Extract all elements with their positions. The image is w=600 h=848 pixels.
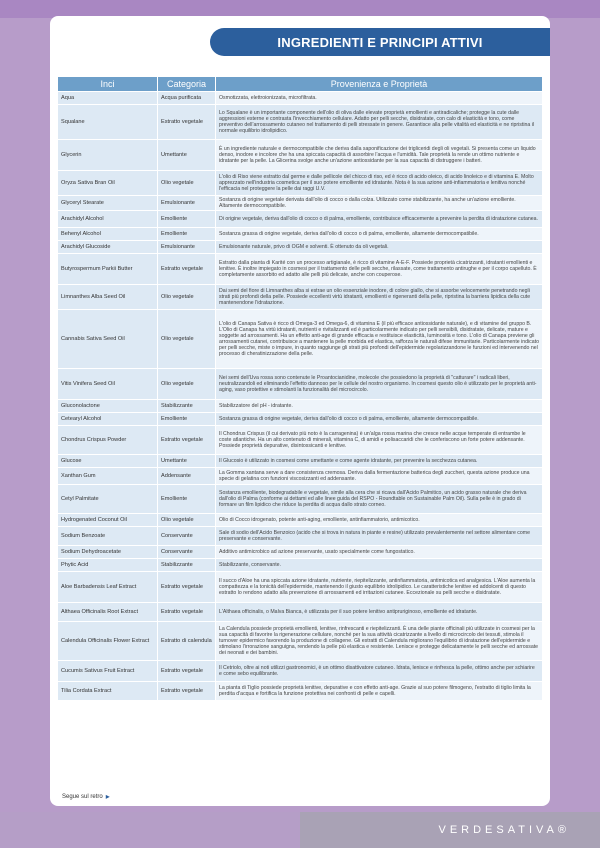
ingredient-name: Aqua [58, 92, 158, 104]
ingredient-description: Il Glucosio è utilizzato in cosmesi come umettante e come agente idratante, per prevenire la secchezza cutanea. [216, 455, 542, 467]
ingredient-name: Oryza Sativa Bran Oil [58, 171, 158, 195]
ingredient-category: Estratto vegetale [158, 426, 216, 454]
table-row [58, 254, 542, 284]
ingredient-category: Olio vegetale [158, 514, 216, 526]
ingredient-category: Emolliente [158, 211, 216, 227]
table-row [58, 92, 542, 104]
ingredient-category: Olio vegetale [158, 369, 216, 399]
ingredient-name: Behenyl Alcohol [58, 228, 158, 240]
ingredient-name: Arachidyl Alcohol [58, 211, 158, 227]
table-row [58, 171, 542, 195]
ingredient-description: Nei semi dell'Uva rossa sono contenute le Proantocianidine, molecole che possiedono la proprietà di "catturare" i radicali liberi, neutralizzandoli ed eliminando l'effetto dannoso per le cellule del nostro organismo. In cosmesi questo olio è utilizzato per le proprietà anti-aging, vaso protettive e stimolanti la funzionalità del microcircolo. [216, 369, 542, 399]
ingredient-description: Sostanza di origine vegetale derivata dall'olio di cocco o dalla colza. Utilizzato come stabilizzante, ha anche un'azione emolliente. Altamente dermocompatibile. [216, 196, 542, 210]
ingredient-name: Gluconolactone [58, 400, 158, 412]
table-row [58, 603, 542, 621]
ingredient-description: Il Chondrus Crispus (il cui derivato più noto è la carragenina) è un'alga rossa marina che cresce nelle acque temperate di entrambe le coste atlantiche. Ha un alto contenuto di minerali, vitamina C, di amidi e polisaccaridi che le conferiscono un forte potere addensante. Possiede proprietà depurative, disintossicanti e lenitive. [216, 426, 542, 454]
table-row [58, 140, 542, 170]
column-header-inci: Inci [58, 77, 158, 91]
table-row [58, 682, 542, 700]
ingredient-description: Stabilizzatore del pH - idratante. [216, 400, 542, 412]
ingredient-name: Xanthan Gum [58, 468, 158, 484]
table-row [58, 196, 542, 210]
ingredient-description: Sale di sodio dell'Acido Benzoico (acido che si trova in natura in piante e resine) utilizzato prevalentemente nel settore alimentare come preservante e conservante. [216, 527, 542, 545]
ingredient-name: Cetearyl Alcohol [58, 413, 158, 425]
page-title: INGREDIENTI E PRINCIPI ATTIVI [210, 28, 550, 56]
ingredient-category: Estratto vegetale [158, 254, 216, 284]
ingredient-category: Estratto vegetale [158, 105, 216, 139]
ingredient-category: Emulsionante [158, 241, 216, 253]
ingredient-name: Chondrus Crispus Powder [58, 426, 158, 454]
ingredient-description: L'olio di Riso viene estratto dal germe e dalle pellicole del chicco di riso, ed è ricco di acido oleico, di acido linoleico e di vitamina E. Molto apprezzato nell'industria cosmetica per il suo potere emolliente ed idratante. Nota è la sua azione anti-infiammatoria e lenitiva nonché l'efficacia nel proteggere la pelle dai raggi U.V. [216, 171, 542, 195]
ingredient-name: Sodium Benzoate [58, 527, 158, 545]
ingredient-description: Dai semi del fiore di Limnanthes alba si estrae un olio essenziale inodore, di colore giallo, che si assorbe velocemente penetrando negli strati più profondi della pelle. Possiede eccellenti virtù idratanti, emollienti e rigeneranti della pelle, ripristina la barriera lipidica della cute mantenendone l'idratazione. [216, 285, 542, 309]
table-row [58, 228, 542, 240]
ingredient-sheet [50, 16, 550, 806]
table-row [58, 546, 542, 558]
table-row [58, 400, 542, 412]
ingredient-category: Stabilizzante [158, 400, 216, 412]
ingredient-category: Estratto di calendula [158, 622, 216, 660]
ingredient-name: Arachidyl Glucoside [58, 241, 158, 253]
bottom-band [0, 812, 300, 848]
table-row [58, 241, 542, 253]
table-row [58, 468, 542, 484]
continue-label: Segue sul retro [62, 793, 103, 800]
column-header-categoria: Categoria [158, 77, 216, 91]
ingredient-description: Stabilizzante, conservante. [216, 559, 542, 571]
ingredient-description: L'Althaea officinalis, o Malva Bianca, è utilizzata per il suo potere lenitivo antipruriginoso, emolliente ed idratante. [216, 603, 542, 621]
ingredient-category: Emulsionante [158, 196, 216, 210]
ingredient-category: Umettante [158, 455, 216, 467]
table-body [58, 92, 542, 700]
ingredient-description: Estratto dalla pianta di Karité con un processo artigianale, è ricco di vitamine A-E-F. Possiede proprietà cicatrizzanti, idratanti emollienti e lenitive. È inoltre impiegato in cosmesi per il trattamento delle pelli secche, rilassate, come trattamento antirughe e per il corpo capelluto. È completamente assorbito ed adatto alle pelli più delicate, anche con couperose. [216, 254, 542, 284]
table-header-row [58, 77, 542, 91]
table-row [58, 661, 542, 681]
ingredient-description: Sostanza emolliente, biodegradabile e vegetale, simile alla cera che si ricava dall'Acido Palmitico, un acido grasso naturale che deriva dall'olio di Palma (conforme ai dettami ed alle linee guida del RSPO - Roundtable on Sustainable Palm Oil). Sulla pelle è in grado di formare un film lipidico che riduce la perdita di acqua dallo strato corneo. [216, 485, 542, 513]
column-header-proprieta: Provenienza e Proprietà [216, 77, 542, 91]
ingredient-name: Cannabis Sativa Seed Oil [58, 310, 158, 368]
ingredients-table [58, 76, 542, 701]
ingredient-description: Sostanza grassa di origine vegetale, deriva dall'olio di cocco o di palma, emolliente, altamente dermocompatibile. [216, 228, 542, 240]
ingredient-category: Umettante [158, 140, 216, 170]
arrow-right-icon: ▸ [105, 792, 110, 801]
ingredient-description: Il succo d'Aloe ha una spiccata azione idratante, nutriente, riepitelizzante, antinfiammatoria, antimicotica ed analgesica. L'Aloe aumenta la compattezza e la tonicità dell'epidermide, mantenendo il giusto equilibrio idrolipidico. Le caratteristiche lenitive ed addolcenti di questo estratto lo rendono adatto alla prevenzione di arrossamenti ed irritazioni cutanee. Eccezionale su pelli secche e disidratate. [216, 572, 542, 602]
ingredient-name: Squalane [58, 105, 158, 139]
ingredient-name: Limnanthes Alba Seed Oil [58, 285, 158, 309]
ingredient-category: Olio vegetale [158, 285, 216, 309]
ingredient-description: Emulsionante naturale, privo di OGM e solventi. È ottenuto da oli vegetali. [216, 241, 542, 253]
ingredient-name: Aloe Barbadensis Leaf Extract [58, 572, 158, 602]
ingredient-name: Butyrospermum Parkii Butter [58, 254, 158, 284]
ingredient-category: Emolliente [158, 228, 216, 240]
ingredient-category: Olio vegetale [158, 310, 216, 368]
ingredient-description: La Gomma xantana serve a dare consistenza cremosa. Deriva dalla fermentazione batterica degli zuccheri, questa azione produce una specie di gelatina con funzioni viscosizzanti ed addensante. [216, 468, 542, 484]
table-row [58, 559, 542, 571]
table-row [58, 211, 542, 227]
ingredient-description: Osmotizzata, elettroionizzata, microfiltrata. [216, 92, 542, 104]
ingredient-category: Emolliente [158, 413, 216, 425]
brand-logo: VERDESATIVA® [300, 812, 600, 848]
ingredient-name: Glyceryl Stearate [58, 196, 158, 210]
ingredient-description: Il Cetriolo, oltre ai noti utilizzi gastronomici, è un ottimo disattivatore cutaneo. Idrata, lenisce e rinfresca la pelle, ottimo anche per schiarire e come sebo equilibrante. [216, 661, 542, 681]
ingredient-description: Olio di Cocco idrogenato, potente anti-aging, emolliente, antinfiammatorio, antimicotico. [216, 514, 542, 526]
continue-note [62, 792, 110, 801]
table-row [58, 455, 542, 467]
table-row [58, 310, 542, 368]
ingredient-category: Olio vegetale [158, 171, 216, 195]
table-row [58, 285, 542, 309]
ingredient-description: Lo Squalane è un importante componente dell'olio di oliva dalle elevate proprietà emollienti e antiradicaliche; protegge la cute dalle aggressioni esterne e contrasta l'invecchiamento cellulare. Adatto per pelli secche, disidratate, con calo di elasticità e tono, come preventivo dell'arrossamento cutaneo nel trattamento di pelli stressate in genere. Garantisce alla pelle vitalità ed elasticità e ne ripristina il normale equilibrio idrolipidico. [216, 105, 542, 139]
ingredient-name: Phytic Acid [58, 559, 158, 571]
ingredient-description: Di origine vegetale, deriva dall'olio di cocco o di palma, emolliente, contribuisce efficacemente a prevenire la perdita di idratazione cutanea. [216, 211, 542, 227]
ingredient-category: Conservante [158, 527, 216, 545]
ingredient-category: Estratto vegetale [158, 661, 216, 681]
table-row [58, 622, 542, 660]
ingredient-category: Estratto vegetale [158, 572, 216, 602]
ingredient-name: Tilia Cordata Extract [58, 682, 158, 700]
ingredient-name: Vitis Vinifera Seed Oil [58, 369, 158, 399]
ingredient-name: Glucose [58, 455, 158, 467]
table-row [58, 426, 542, 454]
ingredient-category: Estratto vegetale [158, 603, 216, 621]
ingredient-description: La Calendula possiede proprietà emollienti, lenitive, rinfrescanti e riepitelizzanti. È una delle piante officinali più utilizzate in cosmesi per la sua capacità di favorire la rigenerazione cellulare, nonché per la sua attività cicatrizzante a livello di microcircolo dei tessuti, stimola il turnover epidermico favorendo la produzione di collagene. Gli estratti di Calendula migliorano l'equilibrio di idratazione dell'epidermide e stimolano l'irrorazione sanguigna, rendendo la pelle più elastica e resistente. Lenisce e protegge delicatamente le pelli secche ed arrossate dei neonati e dei bambini. [216, 622, 542, 660]
table-row [58, 572, 542, 602]
table-row [58, 527, 542, 545]
ingredient-description: Additivo antimicrobico ad azione preservante, usato specialmente come fungostatico. [216, 546, 542, 558]
ingredient-category: Addensante [158, 468, 216, 484]
ingredients-table-wrap [58, 76, 542, 701]
ingredient-name: Hydrogenated Coconut Oil [58, 514, 158, 526]
ingredient-description: La pianta di Tiglio possiede proprietà lenitive, depurative e con effetto anti-age. Grazie al suo potere filmogeno, l'estratto di tiglio limita la perdita d'acqua e fortifica la funzione protettiva nei confronti di pelle e capelli. [216, 682, 542, 700]
ingredient-category: Conservante [158, 546, 216, 558]
ingredient-name: Cucumis Sativus Fruit Extract [58, 661, 158, 681]
ingredient-category: Acqua purificata [158, 92, 216, 104]
ingredient-description: È un ingrediente naturale e dermocompatibile che deriva dalla saponificazione dei trigliceridi degli oli vegetali. Si presenta come un liquido denso, inodore e incolore che ha una spiccata capacità di assorbire l'acqua e l'umidità. Tale proprietà la rende un ottimo nutriente e idratante per la pelle. La Glicerina svolge anche un'azione antiossidante per la sua capacità di distruggere i batteri. [216, 140, 542, 170]
ingredient-category: Stabilizzante [158, 559, 216, 571]
ingredient-category: Estratto vegetale [158, 682, 216, 700]
ingredient-description: Sostanza grassa di origine vegetale, deriva dall'olio di cocco o di palma, emolliente, altamente dermocompatibile. [216, 413, 542, 425]
ingredient-name: Calendula Officinalis Flower Extract [58, 622, 158, 660]
table-row [58, 369, 542, 399]
table-row [58, 485, 542, 513]
table-row [58, 514, 542, 526]
ingredient-category: Emolliente [158, 485, 216, 513]
ingredient-name: Althaea Officinalis Root Extract [58, 603, 158, 621]
ingredient-name: Cetyl Palmitate [58, 485, 158, 513]
table-row [58, 413, 542, 425]
ingredient-name: Sodium Dehydroacetate [58, 546, 158, 558]
ingredient-description: L'olio di Canapa Sativa è ricco di Omega-3 ed Omega-6, di vitamina E (il più efficace antiossidante naturale), e di vitamine del gruppo B. L'Olio di Canapa ha virtù idratanti, nutrienti e rivitalizzanti ed è particolarmente indicato per pelli sensibili, disidratate, delicate, mature e soggette ad arrossamenti. Ha un effetto anti-age di grande efficacia e restituisce elasticità, luminosità e tono. L'olio di Canapa previene gli arrossamenti cutanei, contribuisce a mantenere la pelle morbida ed elastica, rafforza le naturali difese immunitarie. Particolarmente indicato per pelli secche, miste o impure, in quanto raggiunge gli strati più profondi dell'epidermide regolarizzandone le funzioni ed intervenendo nel processo di cheratinizzazione della pelle. [216, 310, 542, 368]
ingredient-name: Glycerin [58, 140, 158, 170]
table-row [58, 105, 542, 139]
